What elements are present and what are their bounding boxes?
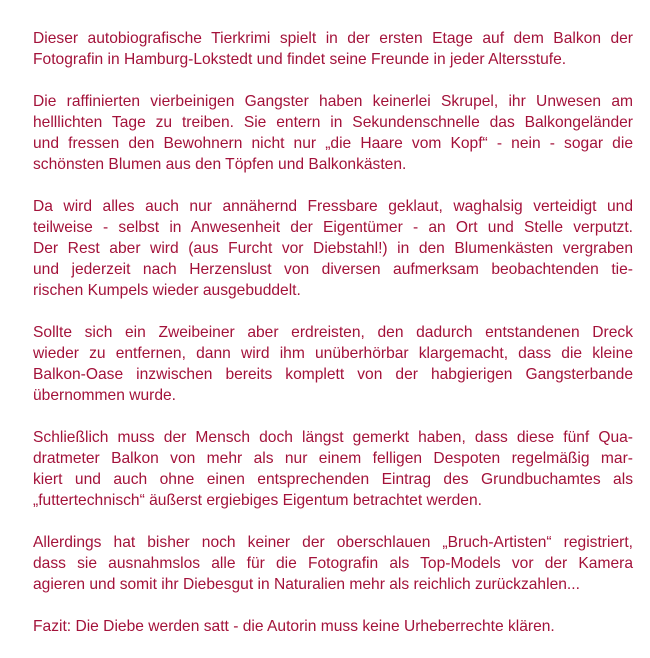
text-line: Da wird alles auch nur annähernd Fressbare geklaut, waghalsig verteidigt und [33,198,633,215]
text-line: Fazit: Die Diebe werden satt - die Autorin muss keine Urheberrechte klären. [33,618,555,635]
text-block [33,28,633,658]
paragraph-biped [33,322,633,406]
paragraph-conclusion [33,616,633,637]
text-line: und fressen den Bewohnern nicht nur „die Haare vom Kopf“ - nein - sogar die [33,135,633,152]
text-line: Die raffinierten vierbeinigen Gangster haben keinerlei Skrupel, ihr Unwesen am [33,93,633,110]
text-line: rischen Kumpels wieder ausgebuddelt. [33,282,301,299]
text-line: kiert und auch ohne einen entsprechenden Eintrag des Grundbuchamtes als [33,471,633,488]
text-line: wieder zu entfernen, dann wird ihm unüberhörbar klargemacht, dass die kleine [33,345,633,362]
paragraph-stealing [33,196,633,301]
paragraph-models [33,532,633,595]
text-line: teilweise - selbst in Anwesenheit der Eigentümer - an Ort und Stelle verputzt. [33,219,633,236]
paragraph-gangsters [33,91,633,175]
text-line: Der Rest aber wird (aus Furcht vor Diebstahl!) in den Blumenkästen vergraben [33,240,633,257]
text-line: schönsten Blumen aus den Töpfen und Balkonkästen. [33,156,407,173]
text-line: übernommen wurde. [33,387,177,404]
text-line: Fotografin in Hamburg-Lokstedt und findet seine Freunde in jeder Altersstufe. [33,51,567,68]
text-line: agieren und somit ihr Diebesgut in Naturalien mehr als reichlich zurückzahlen... [33,576,580,593]
text-line: dass sie ausnahmslos alle für die Fotografin als Top-Models vor der Kamera [33,555,633,572]
text-line: dratmeter Balkon von mehr als nur einem felligen Despoten regelmäßig mar- [33,450,633,467]
text-line: Dieser autobiografische Tierkrimi spielt in der ersten Etage auf dem Balkon der [33,30,633,47]
paragraph-territory [33,427,633,511]
text-line: Sollte sich ein Zweibeiner aber erdreisten, den dadurch entstandenen Dreck [33,324,633,341]
text-line: Schließlich muss der Mensch doch längst gemerkt haben, dass diese fünf Qua- [33,429,633,446]
text-line: Balkon-Oase inzwischen bereits komplett von der habgierigen Gangsterbande [33,366,633,383]
paragraph-intro [33,28,633,70]
text-line: „futtertechnisch“ äußerst ergiebiges Eigentum betrachtet werden. [33,492,482,509]
text-line: helllichten Tage zu treiben. Sie entern in Sekundenschnelle das Balkongeländer [33,114,633,131]
text-line: Allerdings hat bisher noch keiner der oberschlauen „Bruch-Artisten“ registriert, [33,534,633,551]
text-line: und jederzeit nach Herzenslust von diversen aufmerksam beobachtenden tie- [33,261,633,278]
